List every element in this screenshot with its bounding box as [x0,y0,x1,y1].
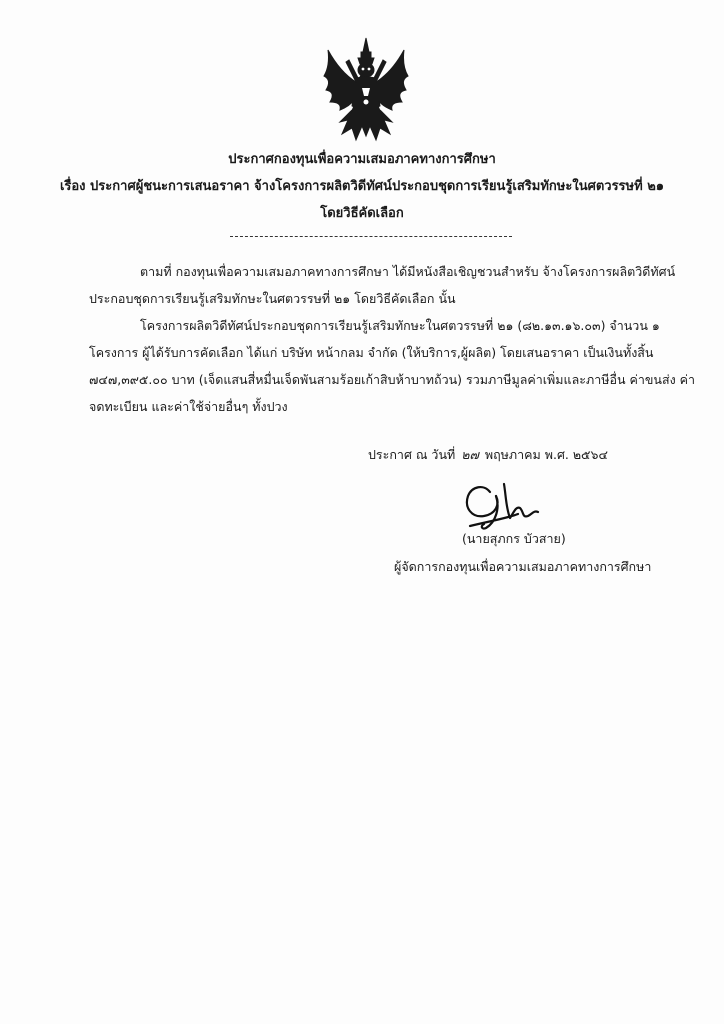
handwritten-signature-icon [456,478,556,538]
paragraph-1-line-1: ตามที่ กองทุนเพื่อความเสมอภาคทางการศึกษา ได้มีหนังสือเชิญชวนสำหรับ จ้างโครงการผลิตวิดีทัศน์ [140,264,676,279]
subject-line-2: โดยวิธีคัดเลือก [320,206,404,221]
paragraph-1-line-2: ประกอบชุดการเรียนรู้เสริมทักษะในศตวรรษที่ ๒๑ โดยวิธีคัดเลือก นั้น [89,291,456,306]
paragraph-2-line-1: โครงการผลิตวิดีทัศน์ประกอบชุดการเรียนรู้เสริมทักษะในศตวรรษที่ ๒๑ (๘๒.๑๓.๑๖.๐๓) จำนวน ๑ [140,318,660,333]
title-divider [230,236,512,237]
paragraph-2-line-4: จดทะเบียน และค่าใช้จ่ายอื่นๆ ทั้งปวง [89,399,288,414]
paragraph-2-line-2: โครงการ ผู้ได้รับการคัดเลือก ได้แก่ บริษัท หน้ากลม จำกัด (ให้บริการ,ผู้ผลิต) โดยเสนอราคา เป็นเงินทั้งสิ้น [89,345,654,360]
announcement-title: ประกาศกองทุนเพื่อความเสมอภาคทางการศึกษา [228,152,496,167]
signer-position: ผู้จัดการกองทุนเพื่อความเสมอภาคทางการศึกษา [394,559,652,574]
signer-name: (นายสุภกร บัวสาย) [462,531,566,546]
announce-day-handwritten: ๒๗ [461,447,479,462]
announcement-date [368,446,608,464]
paragraph-2-line-3: ๗๔๗,๓๙๕.๐๐ บาท (เจ็ดแสนสี่หมื่นเจ็ดพันสามร้อยเก้าสิบห้าบาทถ้วน) รวมภาษีมูลค่าเพิ่มและภาษีอื่น ค่าขนส่ง ค่า [89,372,696,387]
announce-suffix: พฤษภาคม พ.ศ. ๒๕๖๔ [484,447,608,462]
garuda-emblem-icon [318,36,414,144]
announce-prefix: ประกาศ ณ วันที่ [368,447,456,462]
subject-line-1: เรื่อง ประกาศผู้ชนะการเสนอราคา จ้างโครงการผลิตวิดีทัศน์ประกอบชุดการเรียนรู้เสริมทักษะในศตวรรษที่ ๒๑ [59,179,665,194]
